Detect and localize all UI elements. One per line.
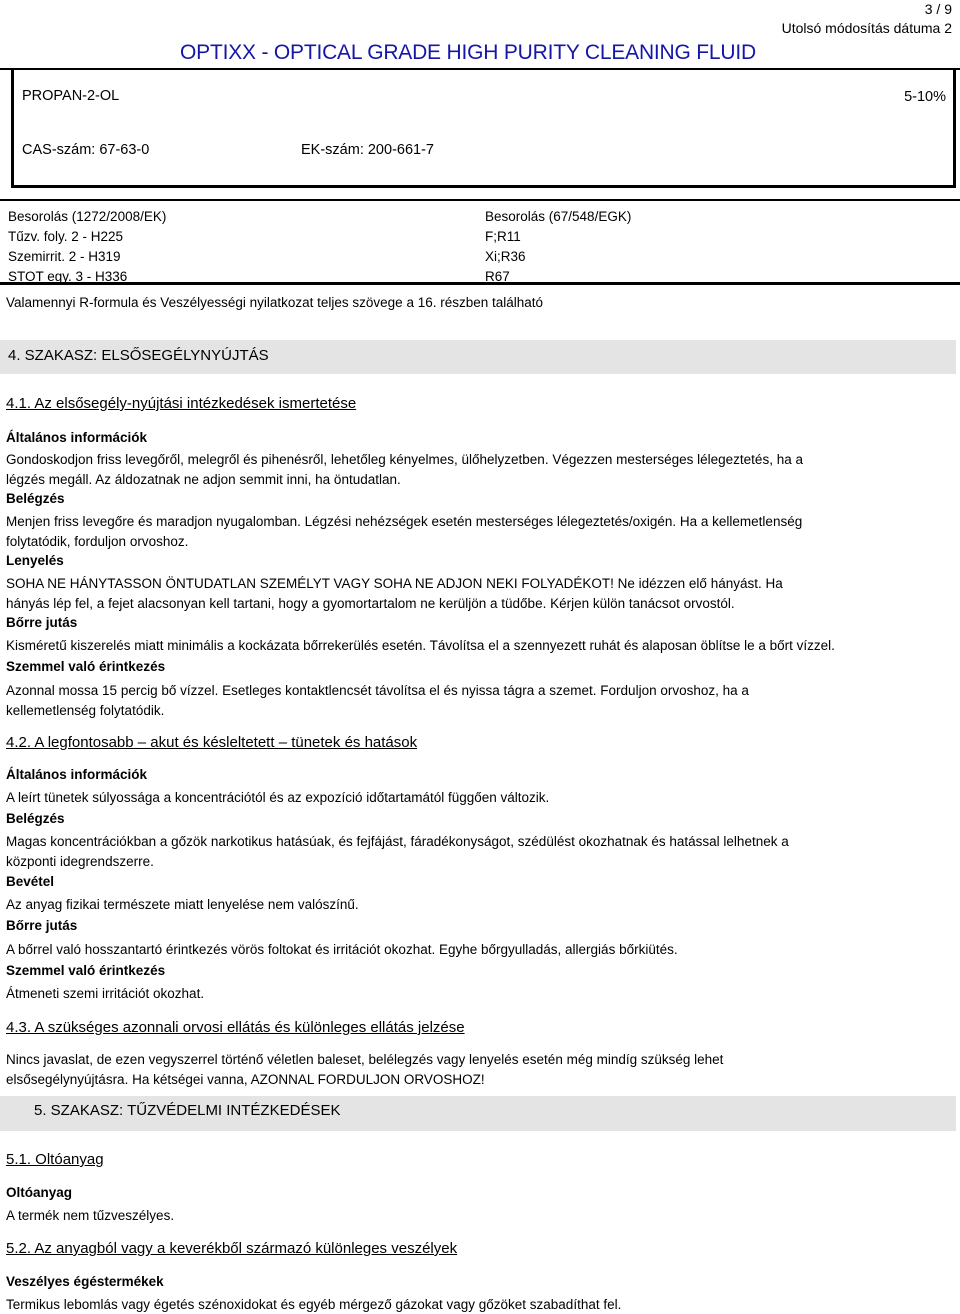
classification-note: Valamennyi R-formula és Veszélyességi nyilatkozat teljes szövege a 16. részben található: [6, 295, 544, 310]
classification-dsd-line: F;R11: [485, 229, 521, 244]
classification-clp: [8, 207, 166, 287]
ingestion-label: Lenyelés: [6, 553, 64, 568]
skin-contact-label: Bőrre jutás: [6, 918, 78, 933]
component-name: PROPAN-2-OL: [22, 88, 120, 104]
combustion-products-text: Termikus lebomlás vagy égetés szénoxidokat és egyéb mérgező gázokat vagy gőzöket szabadíthat fel.: [6, 1297, 622, 1312]
extinguishing-media-text: A termék nem tűzveszélyes.: [6, 1208, 175, 1223]
page-number: 3 / 9: [924, 1, 952, 17]
ingestion-text: SOHA NE HÁNYTASSON ÖNTUDATLAN SZEMÉLYT VAGY SOHA NE ADJON NEKI FOLYADÉKOT! Ne idézzen elő hányást. Ha: [6, 576, 783, 591]
eye-contact-label: Szemmel való érintkezés: [6, 963, 166, 978]
ec-number: EK-szám: 200-661-7: [301, 142, 434, 158]
eye-contact-text: Azonnal mossa 15 percig bő vízzel. Esetleges kontaktlencsét távolítsa el és nyissa tágra a szemet. Forduljon orvoshoz, ha a: [6, 683, 749, 698]
classification-dsd-line: Xi;R36: [485, 249, 526, 264]
combustion-products-label: Veszélyes égéstermékek: [6, 1274, 164, 1289]
last-modified-label: Utolsó módosítás dátuma 2: [781, 20, 952, 36]
inhalation-text: Menjen friss levegőre és maradjon nyugalomban. Légzési nehézségek esetén mesterséges lélegeztetés/oxigén. Ha a kellemetlenség: [6, 514, 803, 529]
classification-dsd-line: R67: [485, 269, 510, 284]
general-info-text: A leírt tünetek súlyossága a koncentrációtól és az expozíció időtartamától függően változik.: [6, 790, 550, 805]
section-5-heading: 5. SZAKASZ: TŰZVÉDELMI INTÉZKEDÉSEK: [0, 1096, 956, 1131]
document-title: OPTIXX - OPTICAL GRADE HIGH PURITY CLEANING FLUID: [180, 41, 756, 64]
cas-number: CAS-szám: 67-63-0: [22, 142, 150, 158]
general-info-label: Általános információk: [6, 767, 148, 782]
classification-clp-line: Szemirrit. 2 - H319: [8, 249, 121, 264]
subsection-5-1-title: 5.1. Oltóanyag: [6, 1151, 104, 1168]
skin-contact-text: A bőrrel való hosszantartó érintkezés vörös foltokat és irritációt okozhat. Egyhe bőrgyulladás, allergiás bőrkiütés.: [6, 942, 678, 957]
classification-clp-line: Besorolás (1272/2008/EK): [8, 209, 167, 224]
subsection-5-2-title: 5.2. Az anyagból vagy a keverékből származó különleges veszélyek: [6, 1240, 458, 1257]
medical-attention-text: elsősegélynyújtásra. Ha kétségei vanna, AZONNAL FORDULJON ORVOSHOZ!: [6, 1072, 485, 1087]
general-info-text: Gondoskodjon friss levegőről, melegről és pihenésről, lehetőleg kényelmes, ülőhelyzetben. Végezzen mesterséges lélegeztetés, ha a: [6, 452, 803, 467]
classification-dsd-line: Besorolás (67/548/EGK): [485, 209, 632, 224]
ingestion-text: Az anyag fizikai természete miatt lenyelése nem valószínű.: [6, 897, 359, 912]
inhalation-label: Belégzés: [6, 811, 65, 826]
ingestion-text: hányás lép fel, a fejet alacsonyan kell tartani, hogy a gyomortartalom ne kerüljön a tüdőbe. Kérjen külön tanácsot orvostól.: [6, 596, 735, 611]
classification-clp-line: STOT egy. 3 - H336: [8, 269, 128, 284]
skin-contact-label: Bőrre jutás: [6, 615, 78, 630]
extinguishing-media-label: Oltóanyag: [6, 1185, 73, 1200]
inhalation-text: folytatódik, forduljon orvoshoz.: [6, 534, 189, 549]
inhalation-text: Magas koncentrációkban a gőzök narkotikus hatásúak, és fejfájást, fáradékonyságot, szédülést okozhatnak és hatással lelhetnek a: [6, 834, 789, 849]
classification-clp-line: Tűzv. foly. 2 - H225: [8, 229, 124, 244]
classification-dsd: [485, 207, 631, 287]
general-info-label: Általános információk: [6, 430, 148, 445]
inhalation-text: központi idegrendszerre.: [6, 854, 154, 869]
general-info-text: légzés megáll. Az áldozatnak ne adjon semmit inni, ha öntudatlan.: [6, 472, 401, 487]
subsection-4-2-title: 4.2. A legfontosabb – akut és késleltetett – tünetek és hatások: [6, 734, 418, 751]
component-box: [11, 70, 956, 188]
ingestion-label: Bevétel: [6, 874, 55, 889]
eye-contact-text: Átmeneti szemi irritációt okozhat.: [6, 986, 205, 1001]
eye-contact-label: Szemmel való érintkezés: [6, 659, 166, 674]
subsection-4-1-title: 4.1. Az elsősegély-nyújtási intézkedések ismertetése: [6, 395, 357, 412]
skin-contact-text: Kisméretű kiszerelés miatt minimális a kockázata bőrrekerülés esetén. Távolítsa el a szennyezett ruhát és alaposan öblítse le a bőrt vízzel.: [6, 638, 835, 653]
eye-contact-text: kellemetlenség folytatódik.: [6, 703, 165, 718]
component-percent: 5-10%: [904, 89, 946, 105]
medical-attention-text: Nincs javaslat, de ezen vegyszerrel történő véletlen baleset, belélegzés vagy lenyelés esetén még mindíg szükség lehet: [6, 1052, 724, 1067]
section-4-heading: 4. SZAKASZ: ELSŐSEGÉLYNYÚJTÁS: [0, 340, 956, 374]
inhalation-label: Belégzés: [6, 491, 65, 506]
subsection-4-3-title: 4.3. A szükséges azonnali orvosi ellátás és különleges ellátás jelzése: [6, 1019, 465, 1036]
